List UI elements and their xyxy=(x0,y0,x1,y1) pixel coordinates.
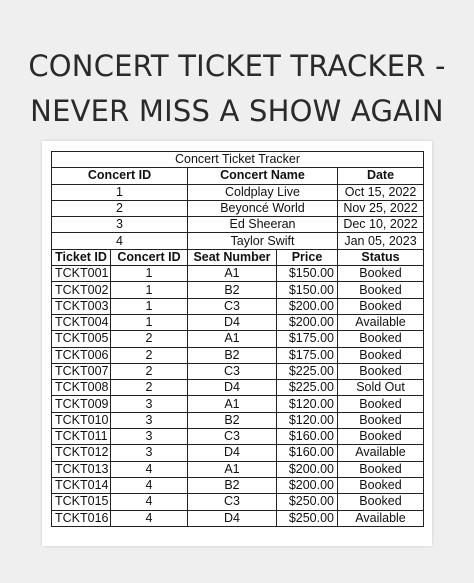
price-cell: $150.00 xyxy=(277,266,338,282)
ticket-row xyxy=(52,282,424,298)
seat-number-cell: A1 xyxy=(188,331,277,347)
ticket-id-cell: TCKT002 xyxy=(52,282,111,298)
ticket-row xyxy=(52,494,424,510)
ticket-id-cell: TCKT004 xyxy=(52,314,111,330)
status-header: Status xyxy=(338,249,424,265)
ticket-id-cell: TCKT016 xyxy=(52,510,111,526)
concert-row xyxy=(52,184,424,200)
ticket-id-cell: TCKT015 xyxy=(52,494,111,510)
concert-date-cell: Jan 05, 2023 xyxy=(338,233,424,249)
concert-id-cell: 3 xyxy=(52,217,188,233)
price-cell: $250.00 xyxy=(277,510,338,526)
concert-date-cell: Oct 15, 2022 xyxy=(338,184,424,200)
ticket-concert-id-cell: 2 xyxy=(111,331,188,347)
ticket-id-cell: TCKT014 xyxy=(52,477,111,493)
concert-name-header: Concert Name xyxy=(188,168,338,184)
ticket-row xyxy=(52,445,424,461)
price-cell: $120.00 xyxy=(277,412,338,428)
tracker-title-row xyxy=(52,152,424,168)
seat-number-cell: B2 xyxy=(188,477,277,493)
ticket-row xyxy=(52,314,424,330)
concert-date-cell: Nov 25, 2022 xyxy=(338,200,424,216)
ticket-id-cell: TCKT012 xyxy=(52,445,111,461)
ticket-concert-id-cell: 2 xyxy=(111,347,188,363)
ticket-header-row xyxy=(52,249,424,265)
ticket-id-cell: TCKT007 xyxy=(52,363,111,379)
concert-header-row xyxy=(52,168,424,184)
ticket-concert-id-cell: 3 xyxy=(111,445,188,461)
price-cell: $160.00 xyxy=(277,429,338,445)
price-cell: $120.00 xyxy=(277,396,338,412)
ticket-concert-id-cell: 2 xyxy=(111,363,188,379)
ticket-row xyxy=(52,510,424,526)
ticket-concert-id-cell: 1 xyxy=(111,282,188,298)
seat-number-cell: C3 xyxy=(188,494,277,510)
price-cell: $150.00 xyxy=(277,282,338,298)
ticket-row xyxy=(52,477,424,493)
ticket-id-cell: TCKT006 xyxy=(52,347,111,363)
heading-line-2: NEVER MISS A SHOW AGAIN xyxy=(30,94,444,128)
spreadsheet-card xyxy=(42,141,432,546)
concert-id-cell: 1 xyxy=(52,184,188,200)
seat-number-cell: A1 xyxy=(188,396,277,412)
seat-number-cell: B2 xyxy=(188,347,277,363)
ticket-concert-id-cell: 2 xyxy=(111,380,188,396)
price-cell: $175.00 xyxy=(277,347,338,363)
ticket-id-header: Ticket ID xyxy=(52,249,111,265)
status-cell: Booked xyxy=(338,298,424,314)
ticket-concert-id-cell: 4 xyxy=(111,510,188,526)
concert-date-header: Date xyxy=(338,168,424,184)
concert-name-cell: Ed Sheeran xyxy=(188,217,338,233)
ticket-row xyxy=(52,396,424,412)
seat-number-cell: A1 xyxy=(188,461,277,477)
ticket-concert-id-cell: 4 xyxy=(111,477,188,493)
status-cell: Booked xyxy=(338,429,424,445)
status-cell: Booked xyxy=(338,331,424,347)
seat-number-cell: C3 xyxy=(188,363,277,379)
tracker-title: Concert Ticket Tracker xyxy=(52,152,424,168)
seat-number-cell: C3 xyxy=(188,429,277,445)
concert-id-cell: 4 xyxy=(52,233,188,249)
status-cell: Booked xyxy=(338,347,424,363)
status-cell: Booked xyxy=(338,494,424,510)
seat-number-cell: A1 xyxy=(188,266,277,282)
price-cell: $200.00 xyxy=(277,477,338,493)
ticket-id-cell: TCKT003 xyxy=(52,298,111,314)
concert-row xyxy=(52,200,424,216)
heading-line-1: CONCERT TICKET TRACKER - xyxy=(28,49,446,83)
ticket-row xyxy=(52,298,424,314)
concert-row xyxy=(52,217,424,233)
ticket-id-cell: TCKT008 xyxy=(52,380,111,396)
ticket-id-cell: TCKT001 xyxy=(52,266,111,282)
concert-name-cell: Beyoncé World xyxy=(188,200,338,216)
concert-name-cell: Coldplay Live xyxy=(188,184,338,200)
status-cell: Booked xyxy=(338,477,424,493)
ticket-concert-id-cell: 3 xyxy=(111,429,188,445)
status-cell: Available xyxy=(338,314,424,330)
price-cell: $200.00 xyxy=(277,314,338,330)
seat-number-cell: D4 xyxy=(188,510,277,526)
status-cell: Booked xyxy=(338,282,424,298)
status-cell: Available xyxy=(338,510,424,526)
status-cell: Booked xyxy=(338,363,424,379)
ticket-concert-id-cell: 1 xyxy=(111,266,188,282)
concert-name-cell: Taylor Swift xyxy=(188,233,338,249)
seat-number-cell: B2 xyxy=(188,412,277,428)
ticket-row xyxy=(52,331,424,347)
ticket-concert-id-cell: 3 xyxy=(111,412,188,428)
ticket-concert-id-cell: 4 xyxy=(111,494,188,510)
table-body xyxy=(52,152,424,527)
seat-number-header: Seat Number xyxy=(188,249,277,265)
concert-id-cell: 2 xyxy=(52,200,188,216)
ticket-concert-id-header: Concert ID xyxy=(111,249,188,265)
status-cell: Available xyxy=(338,445,424,461)
ticket-id-cell: TCKT011 xyxy=(52,429,111,445)
ticket-row xyxy=(52,429,424,445)
ticket-id-cell: TCKT013 xyxy=(52,461,111,477)
seat-number-cell: D4 xyxy=(188,380,277,396)
ticket-concert-id-cell: 1 xyxy=(111,298,188,314)
ticket-id-cell: TCKT009 xyxy=(52,396,111,412)
page-heading xyxy=(0,44,474,134)
status-cell: Booked xyxy=(338,396,424,412)
status-cell: Sold Out xyxy=(338,380,424,396)
price-cell: $160.00 xyxy=(277,445,338,461)
status-cell: Booked xyxy=(338,461,424,477)
seat-number-cell: D4 xyxy=(188,314,277,330)
price-header: Price xyxy=(277,249,338,265)
price-cell: $200.00 xyxy=(277,461,338,477)
seat-number-cell: C3 xyxy=(188,298,277,314)
ticket-row xyxy=(52,461,424,477)
price-cell: $250.00 xyxy=(277,494,338,510)
seat-number-cell: D4 xyxy=(188,445,277,461)
ticket-row xyxy=(52,412,424,428)
ticket-id-cell: TCKT005 xyxy=(52,331,111,347)
ticket-row xyxy=(52,347,424,363)
ticket-tracker-table xyxy=(51,151,424,527)
price-cell: $200.00 xyxy=(277,298,338,314)
ticket-id-cell: TCKT010 xyxy=(52,412,111,428)
ticket-row xyxy=(52,363,424,379)
concert-date-cell: Dec 10, 2022 xyxy=(338,217,424,233)
concert-row xyxy=(52,233,424,249)
ticket-row xyxy=(52,380,424,396)
ticket-concert-id-cell: 3 xyxy=(111,396,188,412)
ticket-row xyxy=(52,266,424,282)
status-cell: Booked xyxy=(338,412,424,428)
ticket-concert-id-cell: 4 xyxy=(111,461,188,477)
price-cell: $225.00 xyxy=(277,363,338,379)
price-cell: $225.00 xyxy=(277,380,338,396)
ticket-concert-id-cell: 1 xyxy=(111,314,188,330)
seat-number-cell: B2 xyxy=(188,282,277,298)
status-cell: Booked xyxy=(338,266,424,282)
concert-id-header: Concert ID xyxy=(52,168,188,184)
price-cell: $175.00 xyxy=(277,331,338,347)
